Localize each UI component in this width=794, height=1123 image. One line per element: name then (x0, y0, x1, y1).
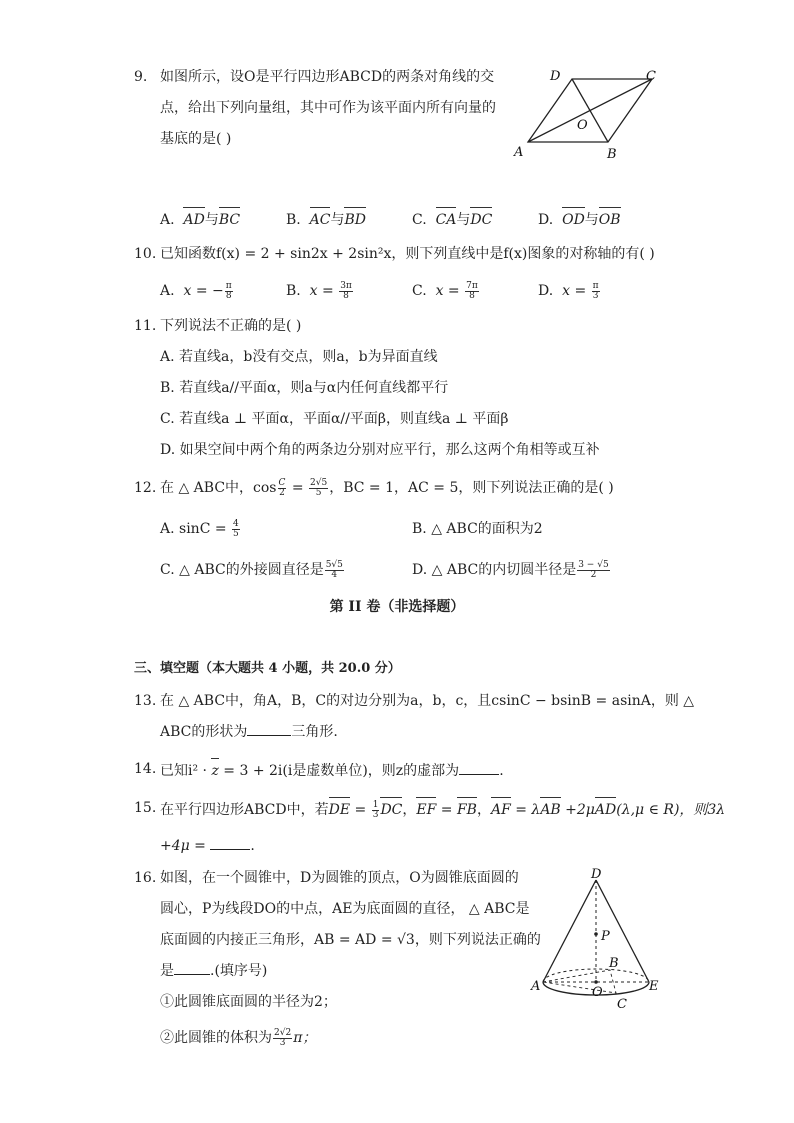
q14-stem: 已知i² · z = 3 + 2i(i是虚数单位)，则z的虚部为 . (160, 758, 504, 782)
q11-number: 11. (134, 318, 157, 334)
q16-line1: 如图，在一个圆锥中，D为圆锥的顶点，O为圆锥底面圆的 (160, 870, 519, 886)
q10-option-d: D. x = $\frac{\pi}{3}$ (538, 280, 599, 301)
q13-line1: 在 △ ABC中，角A，B，C的对边分别为a，b，c，且csinC − bsinB = asinA，则 △ (160, 693, 695, 709)
q12-option-c: C. △ ABC的外接圆直径是 $\frac{5√5}{4}$ (160, 559, 343, 580)
q11-option-b: B. 若直线a//平面α，则a与α内任何直线都平行 (160, 380, 449, 396)
q9-option-b: B. AC与BD (286, 207, 366, 231)
q15-answer-blank[interactable] (210, 835, 250, 850)
q9-label-a: A (514, 145, 524, 160)
q16-label-a: A (531, 979, 541, 994)
q9-parallelogram-figure (508, 64, 668, 164)
q15-line1: 在平行四边形ABCD中，若DE = $\frac{1}{3}$ DC，EF = FB，AF = λAB +2μAD(λ,μ ∈ R)，则3λ (160, 797, 725, 821)
q16-line3: 底面圆的内接正三角形，AB = AD = √3，则下列说法正确的 (160, 932, 541, 948)
q11-option-a: A. 若直线a，b没有交点，则a，b为异面直线 (160, 349, 438, 365)
q16-label-d: D (591, 867, 602, 882)
q10-number: 10. (134, 246, 157, 262)
q12-option-a: A. sinC = $\frac{4}{5}$ (160, 518, 239, 539)
q16-number: 16. (134, 870, 157, 886)
q9-stem-line2: 点，给出下列向量组，其中可作为该平面内所有向量的 (160, 100, 496, 116)
q13-answer-blank[interactable] (247, 721, 291, 736)
q9-number: 9. (134, 69, 148, 85)
q14-number: 14. (134, 761, 157, 777)
q12-option-b: B. △ ABC的面积为2 (412, 521, 543, 537)
q9-label-c: C (646, 69, 656, 84)
q16-answer-blank[interactable] (174, 960, 210, 975)
q9-label-d: D (550, 69, 561, 84)
q13-number: 13. (134, 693, 157, 709)
q10-stem: 已知函数f(x) = 2 + sin2x + 2sin²x，则下列直线中是f(x)图象的对称轴的有( ) (160, 246, 655, 262)
q10-option-b: B. x = $\frac{3\pi}{8}$ (286, 280, 352, 301)
q9-label-o: O (577, 118, 588, 133)
q11-option-c: C. 若直线a ⊥ 平面α，平面α//平面β，则直线a ⊥ 平面β (160, 411, 509, 427)
q16-label-e: E (649, 979, 659, 994)
q12-number: 12. (134, 480, 157, 496)
q12-stem: 在 △ ABC中，cos $\frac{C}{2}$ = $\frac{2√5}{5}$ ，BC = 1，AC = 5，则下列说法正确的是( ) (160, 477, 614, 498)
q16-item2: ②此圆锥的体积为 $\frac{2√2}{3}$ π； (160, 1027, 317, 1048)
q15-line2: +4μ = . (160, 835, 255, 857)
q11-stem: 下列说法不正确的是( ) (160, 318, 302, 334)
section3-heading: 三、填空题（本大题共 4 小题，共 20.0 分） (134, 661, 401, 676)
q10-option-a: A. x = − $\frac{\pi}{8}$ (160, 280, 232, 301)
q11-option-d: D. 如果空间中两个角的两条边分别对应平行，那么这两个角相等或互补 (160, 442, 600, 458)
q16-label-o: O (592, 985, 603, 1000)
q15-number: 15. (134, 800, 157, 816)
q16-line2: 圆心，P为线段DO的中点，AE为底面圆的直径， △ ABC是 (160, 901, 530, 917)
q9-stem-line1: 如图所示，设O是平行四边形ABCD的两条对角线的交 (160, 69, 495, 85)
q13-line2: ABC的形状为 三角形. (160, 721, 338, 743)
q14-answer-blank[interactable] (459, 760, 499, 775)
part2-title: 第 II 卷（非选择题） (329, 599, 465, 615)
q16-cone-figure (528, 866, 668, 1016)
q9-stem-line3: 基底的是( ) (160, 131, 232, 147)
q9-label-b: B (607, 147, 617, 162)
q9-option-c: C. CA与DC (412, 207, 492, 231)
q16-item1: ①此圆锥底面圆的半径为2； (160, 994, 337, 1010)
q9-option-d: D. OD与OB (538, 207, 621, 231)
q16-line4: 是 .(填序号) (160, 960, 267, 982)
q9-option-a: A. AD与BC (160, 207, 240, 231)
q16-label-b: B (609, 956, 619, 971)
q10-option-c: C. x = $\frac{7\pi}{8}$ (412, 280, 478, 301)
q12-option-d: D. △ ABC的内切圆半径是 $\frac{3 - √5}{2}$ (412, 559, 609, 580)
q16-label-c: C (617, 997, 627, 1012)
q16-label-p: P (601, 929, 610, 944)
